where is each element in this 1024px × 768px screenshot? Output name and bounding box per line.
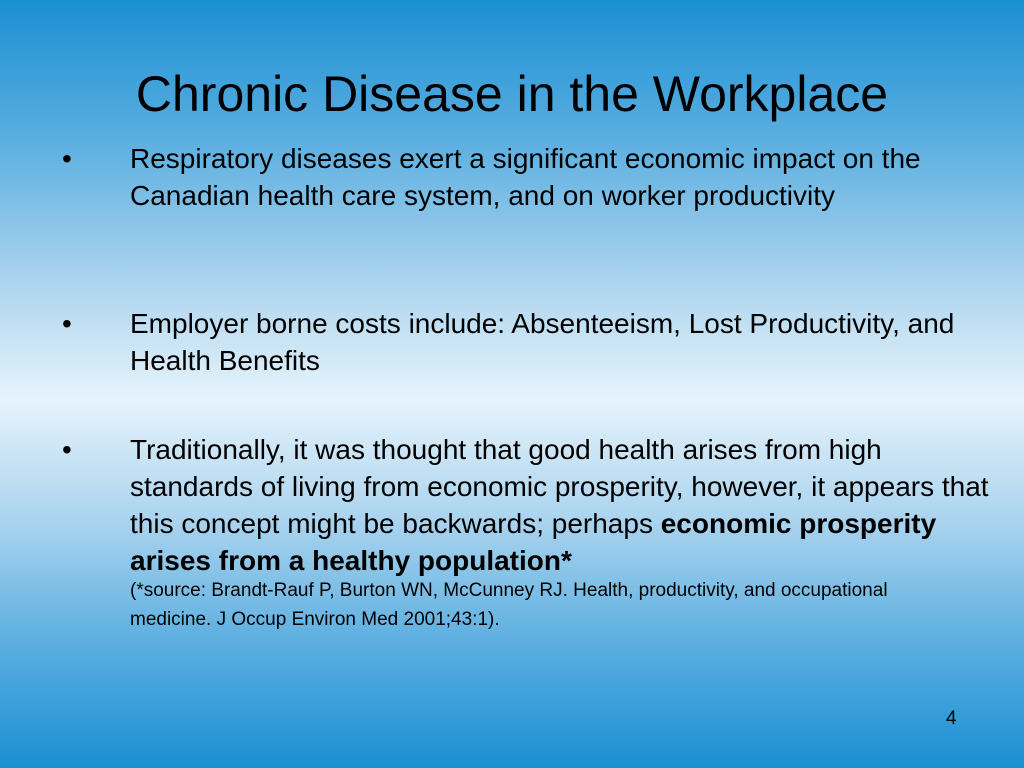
bullet-text: Traditionally, it was thought that good health arises from high standards of living from economic prosperity, however, it appears that this concept might be backwards; perhaps bbox=[130, 434, 989, 539]
page-number: 4 bbox=[946, 708, 957, 729]
bullet-marker: • bbox=[62, 434, 72, 465]
bullet-marker: • bbox=[62, 308, 72, 339]
bullet-emphasis: economic prosperity arises from a healthy population* bbox=[130, 508, 937, 576]
bullet-marker: • bbox=[62, 143, 72, 174]
bullet-text-container bbox=[130, 431, 1000, 634]
slide-title: Chronic Disease in the Workplace bbox=[135, 66, 889, 122]
bullet-text: Employer borne costs include: Absenteeism, Lost Productivity, and Health Benefits bbox=[130, 308, 955, 376]
bullet-text: Respiratory diseases exert a significant economic impact on the Canadian health care system, and on worker productivity bbox=[130, 143, 921, 211]
source-citation: (*source: Brandt-Rauf P, Burton WN, McCunney RJ. Health, productivity, and occupational medicine. J Occup Environ Med 2001;43:1). bbox=[130, 580, 888, 630]
